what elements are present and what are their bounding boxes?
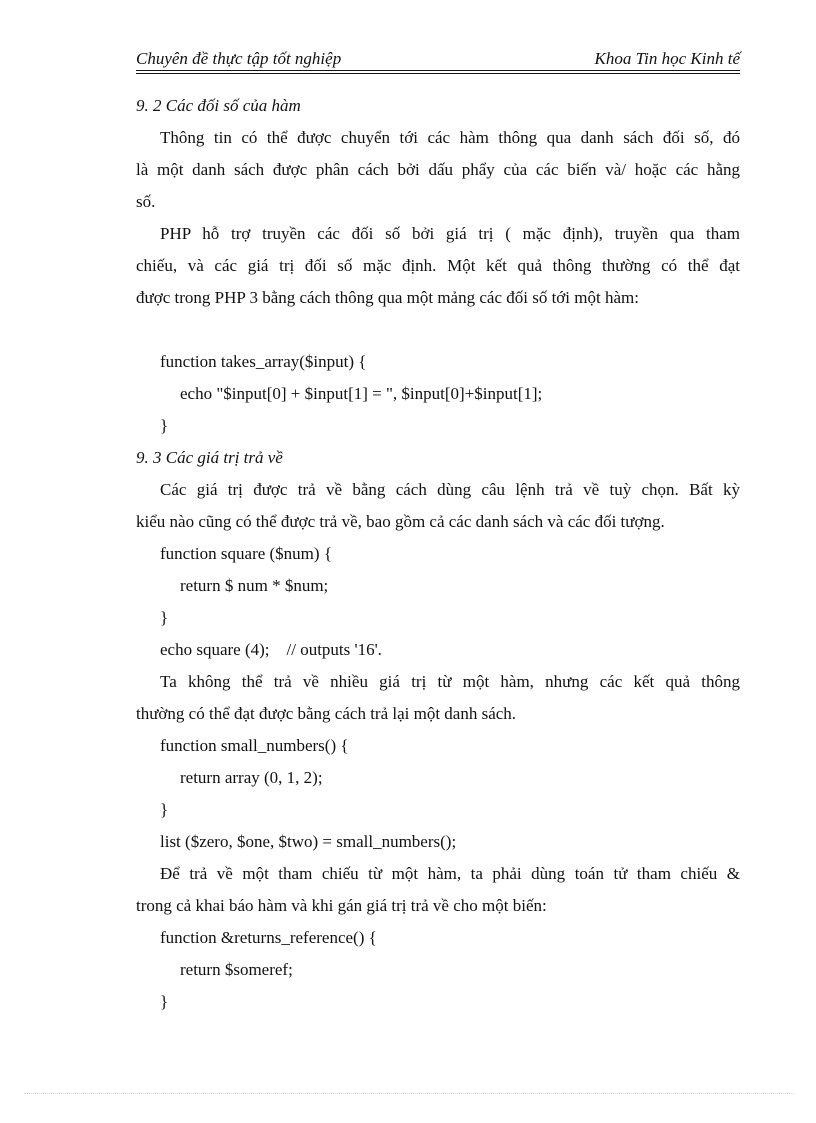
paragraph-line: chiếu, và các giá trị đối số mặc định. Một kết quả thông thường có thể đạt bbox=[136, 256, 740, 275]
code-line: } bbox=[160, 800, 169, 819]
section-heading: 9. 2 Các đối số của hàm bbox=[136, 96, 301, 115]
code-line: } bbox=[160, 992, 169, 1011]
paragraph-line: thường có thể đạt được bằng cách trả lại một danh sách. bbox=[136, 704, 517, 723]
code-line: function small_numbers() { bbox=[160, 736, 349, 755]
header-right-title: Khoa Tin học Kinh tế bbox=[594, 49, 740, 68]
code-line: function &returns_reference() { bbox=[160, 928, 377, 947]
code-line: list ($zero, $one, $two) = small_numbers(); bbox=[160, 832, 457, 851]
header-rule-double bbox=[136, 73, 740, 74]
page-bottom-border bbox=[24, 1093, 794, 1094]
code-line: } bbox=[160, 416, 169, 435]
header-left-title: Chuyên đề thực tập tốt nghiệp bbox=[136, 49, 342, 68]
code-line: return $ num * $num; bbox=[180, 576, 329, 595]
paragraph-line: Ta không thể trả về nhiều giá trị từ một hàm, nhưng các kết quả thông bbox=[160, 672, 740, 691]
code-line: return array (0, 1, 2); bbox=[180, 768, 323, 787]
section-heading: 9. 3 Các giá trị trả về bbox=[136, 448, 283, 467]
paragraph-line: PHP hỗ trợ truyền các đối số bởi giá trị ( mặc định), truyền qua tham bbox=[160, 224, 740, 243]
code-line: echo "$input[0] + $input[1] = ", $input[0]+$input[1]; bbox=[180, 384, 543, 403]
paragraph-line: là một danh sách được phân cách bởi dấu phẩy của các biến và/ hoặc các hằng bbox=[136, 160, 740, 179]
code-line: } bbox=[160, 608, 169, 627]
header-rule bbox=[136, 70, 740, 71]
paragraph-line: trong cả khai báo hàm và khi gán giá trị trả về cho một biến: bbox=[136, 896, 547, 915]
paragraph-line: số. bbox=[136, 192, 156, 211]
paragraph-line: kiểu nào cũng có thể được trả về, bao gồm cả các danh sách và các đối tượng. bbox=[136, 512, 665, 531]
code-line: echo square (4); // outputs '16'. bbox=[160, 640, 382, 659]
code-line: function square ($num) { bbox=[160, 544, 332, 563]
paragraph-line: Để trả về một tham chiếu từ một hàm, ta phải dùng toán tử tham chiếu & bbox=[160, 864, 740, 883]
paragraph-line: được trong PHP 3 bằng cách thông qua một mảng các đối số tới một hàm: bbox=[136, 288, 639, 307]
paragraph-line: Các giá trị được trả về bằng cách dùng câu lệnh trả về tuỳ chọn. Bất kỳ bbox=[160, 480, 740, 499]
code-line: function takes_array($input) { bbox=[160, 352, 367, 371]
blank-line bbox=[136, 314, 740, 346]
paragraph-line: Thông tin có thể được chuyển tới các hàm thông qua danh sách đối số, đó bbox=[160, 128, 740, 147]
code-line: return $someref; bbox=[180, 960, 293, 979]
